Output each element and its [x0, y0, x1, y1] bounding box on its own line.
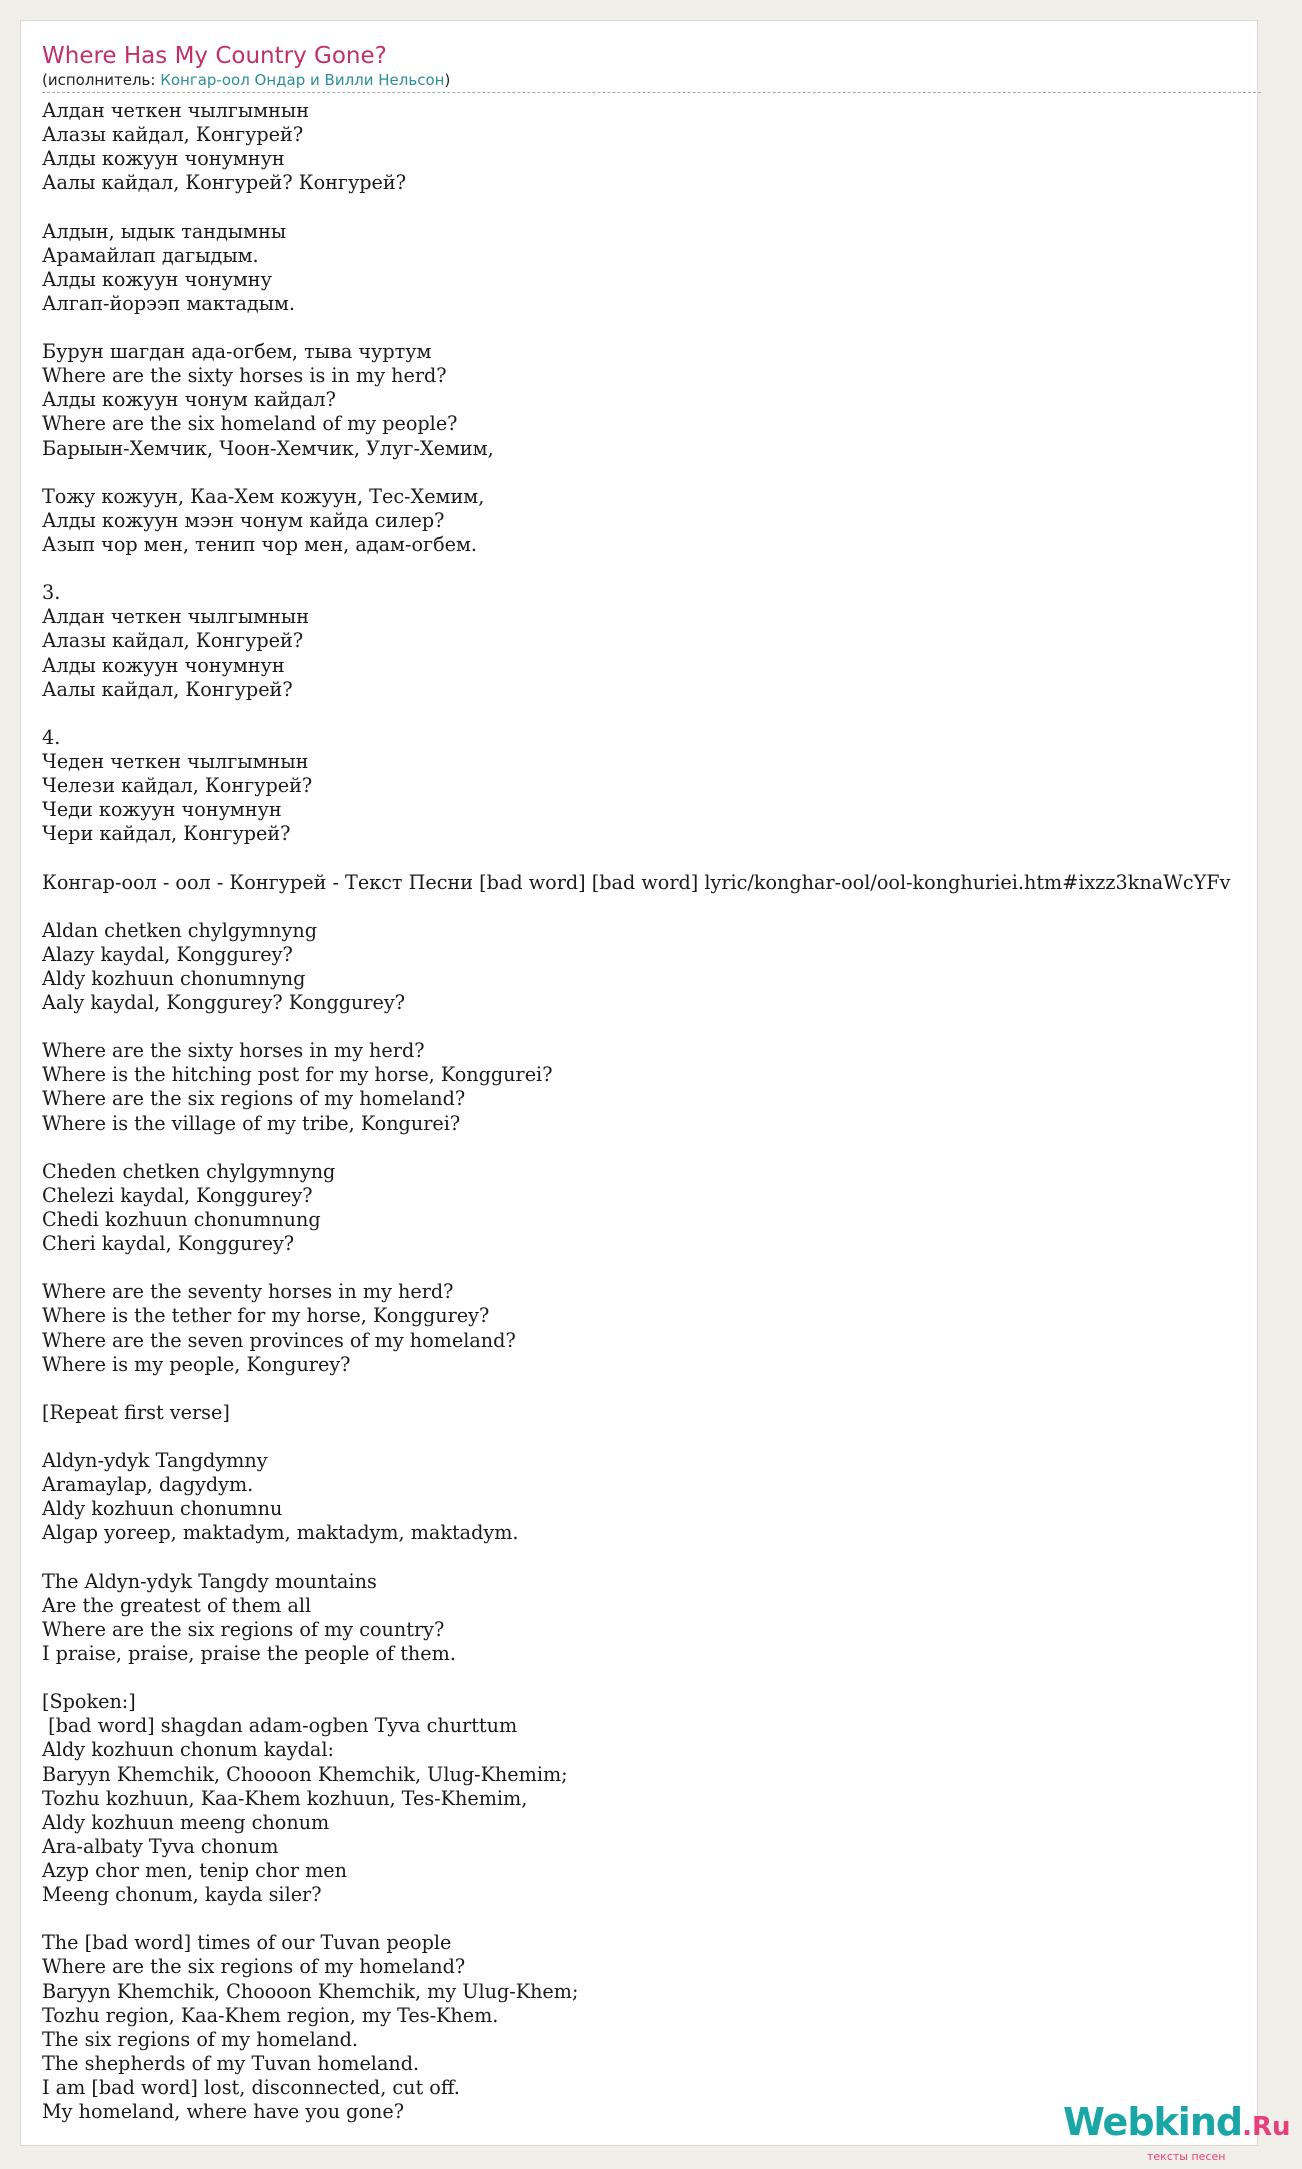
lyric-line [42, 1015, 1302, 1039]
lyric-line: Cheri kaydal, Konggurey? [42, 1232, 295, 1256]
lyrics-text [42, 99, 1302, 2124]
lyric-line: Where are the seven provinces of my homeland? [42, 1328, 516, 1352]
lyrics-card [20, 20, 1291, 2163]
lyric-line: The Aldyn-ydyk Tangdy mountains [42, 1569, 377, 1593]
lyric-line: Конгар-оол - оол - Конгурей - Текст Песни [bad word] [bad word] lyric/konghar-ool/ool-konghuriei.htm#ixzz3knaWcYFv [42, 870, 1231, 894]
lyric-line: Meeng chonum, kayda siler? [42, 1883, 322, 1907]
lyric-line: Азып чор мен, тенип чор мен, адам-огбем. [42, 532, 477, 556]
lyric-line: The shepherds of my Tuvan homeland. [42, 2051, 420, 2075]
lyric-line: I praise, praise, praise the people of them. [42, 1642, 456, 1665]
lyric-line: 4. [42, 725, 61, 749]
lyric-line: Aldy kozhuun chonumnyng [42, 966, 306, 990]
lyric-line: Where are the six regions of my country? [42, 1617, 445, 1641]
lyric-line: The six regions of my homeland. [42, 2027, 358, 2051]
lyric-line: Where are the six regions of my homeland? [42, 1955, 466, 1979]
lyric-line: 3. [42, 581, 61, 605]
lyric-line: I am [bad word] lost, disconnected, cut off. [42, 2075, 460, 2099]
lyric-line [42, 461, 1302, 485]
lyric-line: The [bad word] times of our Tuvan people [42, 1931, 452, 1955]
lyric-line: Алдан четкен чылгымнын [42, 605, 309, 629]
lyric-line: Ara-albaty Tyva chonum [42, 1834, 279, 1858]
lyric-line: Барыын-Хемчик, Чоон-Хемчик, Улуг-Хемим, [42, 436, 494, 460]
lyric-line: Baryyn Khemchik, Choooon Khemchik, my Ulug-Khem; [42, 1979, 579, 2003]
performer-line [42, 71, 1261, 93]
lyric-line: Aldy kozhuun meeng chonum [42, 1810, 330, 1834]
performer-prefix: (исполнитель: [42, 71, 161, 89]
webkind-logo[interactable] [1063, 2100, 1291, 2163]
lyric-line: Aaly kaydal, Konggurey? Konggurey? [42, 991, 406, 1015]
lyric-line: Aldyn-ydyk Tangdymny [42, 1449, 268, 1473]
lyric-line: Cheden chetken chylgymnyng [42, 1159, 336, 1183]
lyric-line: [Spoken:] [42, 1690, 136, 1714]
lyric-line: Чери кайдал, Конгурей? [42, 822, 291, 846]
lyric-line: Are the greatest of them all [42, 1593, 312, 1617]
lyric-line: Челези кайдал, Конгурей? [42, 774, 313, 798]
lyric-line [42, 195, 1302, 219]
lyric-line: Aldy kozhuun chonum kaydal: [42, 1738, 334, 1762]
lyric-line: Alazy kaydal, Konggurey? [42, 942, 293, 966]
lyric-line: Where is the hitching post for my horse, Konggurei? [42, 1063, 553, 1087]
lyric-line [42, 1256, 1302, 1280]
lyric-line: Алдын, ыдык тандымны [42, 219, 287, 243]
lyric-line [42, 1666, 1302, 1690]
lyric-line: Бурун шагдан ада-огбем, тыва чуртум [42, 340, 432, 364]
lyric-line: Where is my people, Kongurey? [42, 1352, 351, 1376]
lyric-line [42, 316, 1302, 340]
lyric-line: Where are the six homeland of my people? [42, 412, 458, 436]
lyric-line: Algap yoreep, maktadym, maktadym, maktadym. [42, 1521, 519, 1545]
lyric-line: Алазы кайдал, Конгурей? [42, 629, 304, 653]
lyric-line: Aldy kozhuun chonumnu [42, 1497, 283, 1521]
lyric-line [42, 557, 1302, 581]
performer-link[interactable]: Конгар-оол Ондар и Вилли Нельсон [160, 71, 445, 89]
lyric-line: Where is the tether for my horse, Konggurey? [42, 1304, 490, 1328]
lyric-line [42, 1136, 1302, 1160]
lyric-line: Чеди кожуун чонумнун [42, 798, 282, 822]
lyric-line: My homeland, where have you gone? [42, 2100, 404, 2124]
logo-wordmark [1063, 2100, 1291, 2144]
lyric-line: Алдан четкен чылгымнын [42, 99, 309, 122]
lyric-line: Aramaylap, dagydym. [42, 1473, 254, 1497]
lyric-line [42, 1546, 1302, 1570]
lyric-line: Алды кожуун чонумнун [42, 653, 285, 677]
lyric-line [42, 895, 1302, 919]
logo-tagline: тексты песен [1147, 2150, 1226, 2163]
lyric-line: Tozhu region, Kaa-Khem region, my Tes-Khem. [42, 2003, 499, 2027]
lyric-line [42, 846, 1302, 870]
lyric-line: Алазы кайдал, Конгурей? [42, 123, 304, 147]
song-title: Where Has My Country Gone? [42, 43, 387, 69]
lyric-line: [bad word] shagdan adam-ogben Tyva churttum [42, 1714, 518, 1738]
lyric-line: Where is the village of my tribe, Kongurei? [42, 1111, 461, 1135]
performer-suffix: ) [444, 71, 451, 89]
lyric-line [42, 1425, 1302, 1449]
lyric-line: Аалы кайдал, Конгурей? [42, 677, 293, 701]
lyric-line: Алды кожуун чонумну [42, 267, 272, 291]
lyric-line: Арамайлап дагыдым. [42, 243, 259, 267]
lyric-line: Тожу кожуун, Каа-Хем кожуун, Тес-Хемим, [42, 484, 485, 508]
lyric-line: Алгап-йорээп мактадым. [42, 291, 296, 315]
lyric-line: Where are the sixty horses in my herd? [42, 1039, 425, 1063]
lyric-line: Where are the seventy horses in my herd? [42, 1280, 454, 1304]
lyric-line: Аалы кайдал, Конгурей? Конгурей? [42, 171, 406, 195]
lyric-line: Чеден четкен чылгымнын [42, 749, 309, 773]
lyric-line: Where are the six regions of my homeland? [42, 1087, 466, 1111]
lyric-line: Алды кожуун чонумнун [42, 147, 285, 171]
lyric-line: Where are the sixty horses is in my herd? [42, 364, 447, 388]
lyric-line: Chelezi kaydal, Konggurey? [42, 1183, 313, 1207]
lyric-line: [Repeat first verse] [42, 1400, 230, 1424]
lyric-line [42, 702, 1302, 726]
lyric-line: Tozhu kozhuun, Kaa-Khem kozhuun, Tes-Khemim, [42, 1786, 528, 1810]
lyric-line: Chedi kozhuun chonumnung [42, 1208, 321, 1232]
lyric-line: Алды кожуун чонум кайдал? [42, 388, 336, 412]
lyric-line: Azyp chor men, tenip chor men [42, 1858, 347, 1882]
lyric-line: Алды кожуун мээн чонум кайда силер? [42, 508, 445, 532]
lyric-line: Baryyn Khemchik, Choooon Khemchik, Ulug-Khemim; [42, 1762, 568, 1786]
logo-name: Webkind [1063, 2100, 1243, 2144]
lyric-line: Aldan chetken chylgymnyng [42, 918, 318, 942]
lyric-line [42, 1907, 1302, 1931]
lyric-line [42, 1377, 1302, 1401]
logo-tld: .Ru [1242, 2112, 1291, 2142]
